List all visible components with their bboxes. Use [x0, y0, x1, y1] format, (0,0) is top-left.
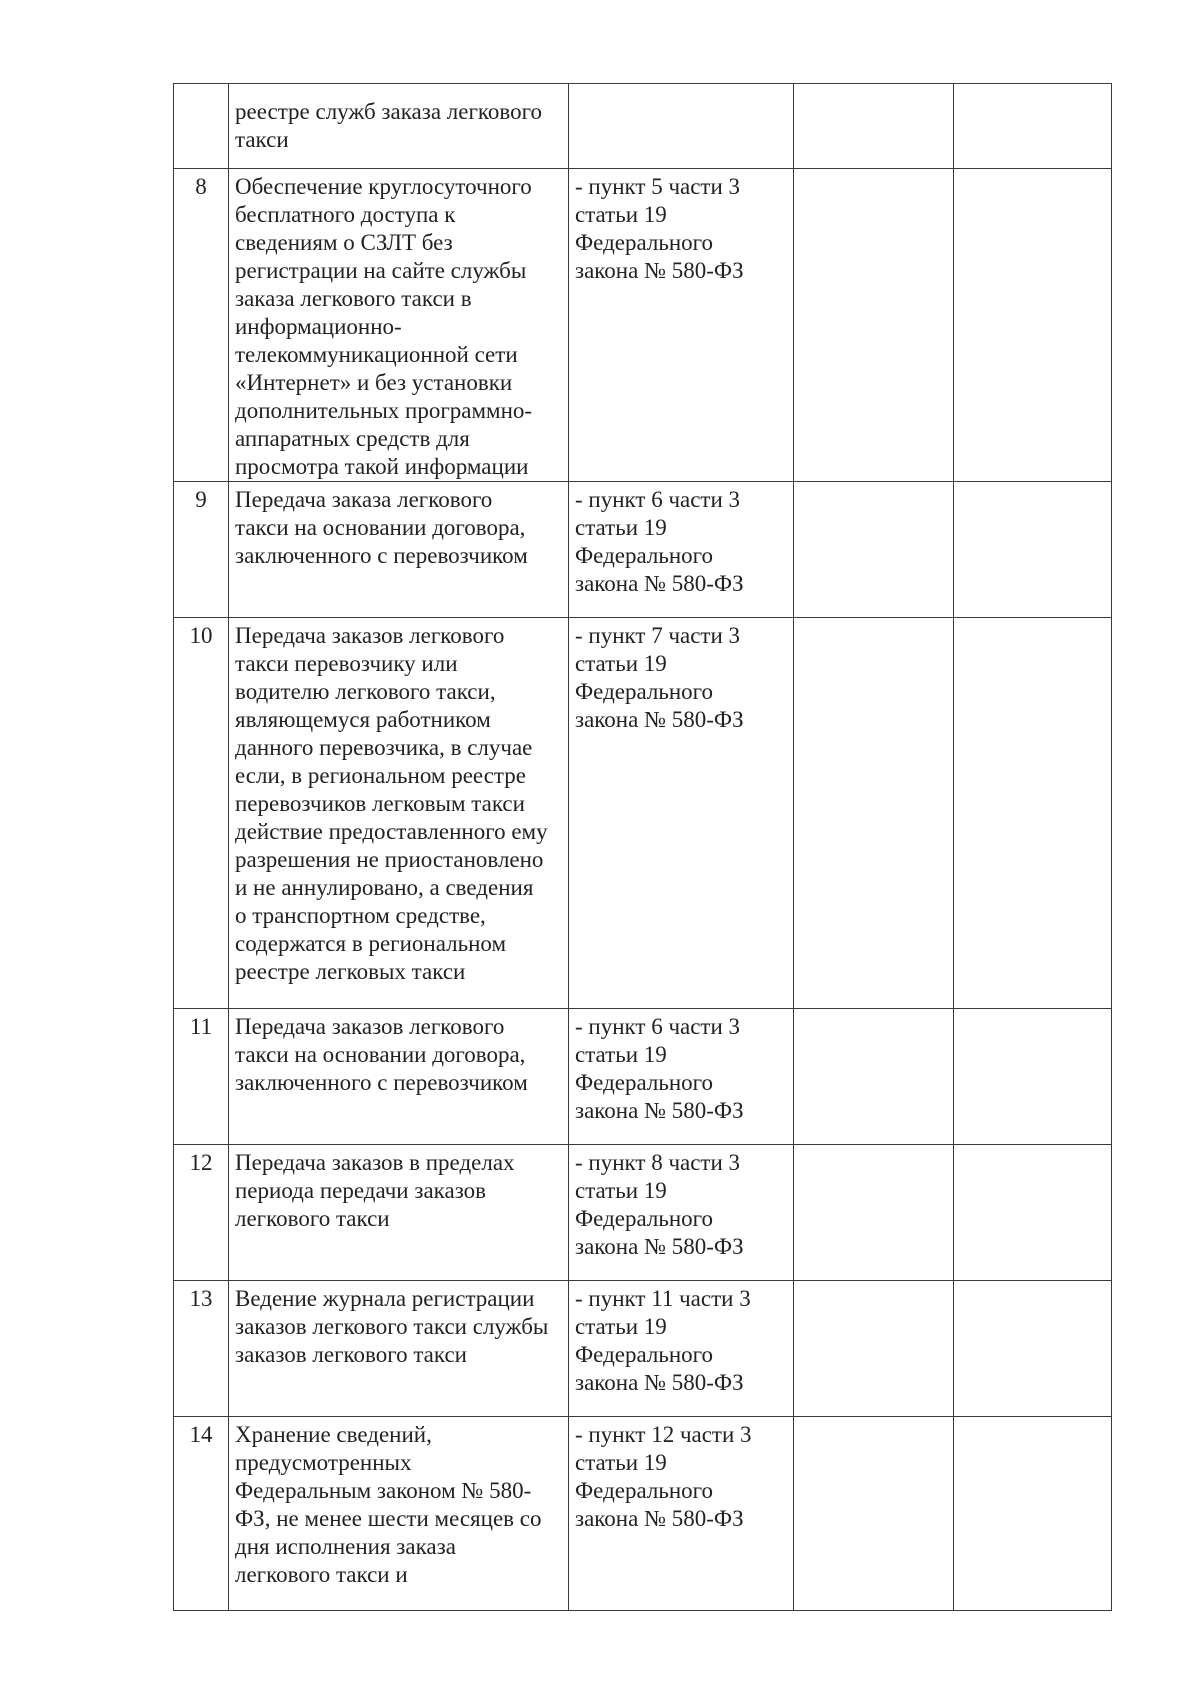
reference-line: - пункт 11 части 3 — [575, 1286, 751, 1311]
table-row — [174, 482, 1112, 618]
requirement-line: дополнительных программно- — [235, 398, 533, 423]
empty-cell — [794, 169, 954, 482]
requirement-line: такси — [235, 127, 289, 152]
row-number: 11 — [174, 1009, 229, 1145]
table-row — [174, 1417, 1112, 1611]
table-row — [174, 1145, 1112, 1281]
requirement-line: дня исполнения заказа — [235, 1534, 456, 1559]
reference-line: закона № 580-ФЗ — [575, 1506, 744, 1531]
requirement-line: заказов легкового такси — [235, 1342, 467, 1367]
empty-cell — [794, 1281, 954, 1417]
requirement-line: ФЗ, не менее шести месяцев со — [235, 1506, 542, 1531]
requirement-line: содержатся в региональном — [235, 931, 507, 956]
reference-line: - пункт 8 части 3 — [575, 1150, 741, 1175]
requirement-line: легкового такси и — [235, 1562, 408, 1587]
empty-cell — [954, 1417, 1112, 1611]
requirement-line: такси перевозчику или — [235, 651, 458, 676]
requirement-cell — [229, 1417, 569, 1611]
reference-line: - пункт 6 части 3 — [575, 487, 741, 512]
requirement-line: бесплатного доступа к — [235, 202, 456, 227]
empty-cell — [794, 482, 954, 618]
requirement-line: телекоммуникационной сети — [235, 342, 518, 367]
requirement-cell — [229, 1281, 569, 1417]
table-row — [174, 84, 1112, 169]
requirement-line: заключенного с перевозчиком — [235, 1070, 528, 1095]
table-row — [174, 1009, 1112, 1145]
requirement-cell — [229, 84, 569, 169]
legal-reference-cell — [569, 1145, 794, 1281]
requirement-cell — [229, 1145, 569, 1281]
empty-cell — [954, 1145, 1112, 1281]
empty-cell — [954, 169, 1112, 482]
requirement-line: регистрации на сайте службы — [235, 258, 527, 283]
requirement-line: Федеральным законом № 580- — [235, 1478, 532, 1503]
reference-line: Федерального — [575, 543, 714, 568]
requirement-line: легкового такси — [235, 1206, 390, 1231]
empty-cell — [954, 1281, 1112, 1417]
reference-line: статьи 19 — [575, 1450, 667, 1475]
requirement-line: Передача заказов легкового — [235, 1014, 505, 1039]
requirement-line: такси на основании договора, — [235, 1042, 526, 1067]
table-body — [174, 84, 1112, 1611]
table-row — [174, 618, 1112, 1009]
requirement-line: Хранение сведений, — [235, 1422, 432, 1447]
legal-reference-cell — [569, 1009, 794, 1145]
requirement-line: Обеспечение круглосуточного — [235, 174, 532, 199]
reference-line: Федерального — [575, 230, 714, 255]
table-row — [174, 169, 1112, 482]
legal-reference-cell — [569, 1281, 794, 1417]
requirement-cell — [229, 482, 569, 618]
requirement-cell — [229, 169, 569, 482]
reference-line: закона № 580-ФЗ — [575, 571, 744, 596]
reference-line: статьи 19 — [575, 1178, 667, 1203]
reference-line: закона № 580-ФЗ — [575, 707, 744, 732]
reference-line: - пункт 6 части 3 — [575, 1014, 741, 1039]
requirement-line: о транспортном средстве, — [235, 903, 486, 928]
requirement-line: просмотра такой информации — [235, 454, 529, 479]
requirement-line: и не аннулировано, а сведения — [235, 875, 534, 900]
requirement-line: разрешения не приостановлено — [235, 847, 544, 872]
requirement-line: предусмотренных — [235, 1450, 412, 1475]
requirement-cell — [229, 618, 569, 1009]
requirement-line: такси на основании договора, — [235, 515, 526, 540]
empty-cell — [794, 618, 954, 1009]
reference-line: статьи 19 — [575, 1042, 667, 1067]
legal-reference-cell — [569, 482, 794, 618]
requirement-line: являющемуся работником — [235, 707, 491, 732]
reference-line: закона № 580-ФЗ — [575, 1370, 744, 1395]
requirement-line: информационно- — [235, 314, 402, 339]
reference-line: - пункт 12 части 3 — [575, 1422, 752, 1447]
reference-line: статьи 19 — [575, 1314, 667, 1339]
requirement-line: Передача заказов в пределах — [235, 1150, 515, 1175]
empty-cell — [794, 1009, 954, 1145]
row-number: 14 — [174, 1417, 229, 1611]
requirement-line: действие предоставленного ему — [235, 819, 548, 844]
reference-line: Федерального — [575, 1206, 714, 1231]
requirement-line: перевозчиков легковым такси — [235, 791, 525, 816]
reference-line: - пункт 5 части 3 — [575, 174, 741, 199]
reference-line: Федерального — [575, 1342, 714, 1367]
reference-line: Федерального — [575, 1070, 714, 1095]
requirement-line: сведениям о СЗЛТ без — [235, 230, 453, 255]
legal-reference-cell — [569, 84, 794, 169]
row-number: 8 — [174, 169, 229, 482]
legal-reference-cell — [569, 169, 794, 482]
requirement-line: водителю легкового такси, — [235, 679, 496, 704]
legal-reference-cell — [569, 1417, 794, 1611]
reference-line: закона № 580-ФЗ — [575, 1234, 744, 1259]
requirement-line: «Интернет» и без установки — [235, 370, 513, 395]
requirement-line: Ведение журнала регистрации — [235, 1286, 535, 1311]
reference-line: - пункт 7 части 3 — [575, 623, 741, 648]
requirement-line: заключенного с перевозчиком — [235, 543, 528, 568]
empty-cell — [954, 84, 1112, 169]
reference-line: закона № 580-ФЗ — [575, 258, 744, 283]
requirement-line: периода передачи заказов — [235, 1178, 487, 1203]
reference-line: статьи 19 — [575, 651, 667, 676]
reference-line: Федерального — [575, 679, 714, 704]
requirement-line: реестре служб заказа легкового — [235, 99, 542, 124]
row-number: 10 — [174, 618, 229, 1009]
empty-cell — [794, 84, 954, 169]
requirement-line: данного перевозчика, в случае — [235, 735, 533, 760]
reference-line: закона № 580-ФЗ — [575, 1098, 744, 1123]
empty-cell — [794, 1145, 954, 1281]
legal-reference-cell — [569, 618, 794, 1009]
empty-cell — [954, 618, 1112, 1009]
requirement-line: реестре легковых такси — [235, 959, 466, 984]
empty-cell — [794, 1417, 954, 1611]
requirement-cell — [229, 1009, 569, 1145]
requirements-table — [173, 83, 1112, 1611]
requirement-line: аппаратных средств для — [235, 426, 470, 451]
reference-line: статьи 19 — [575, 515, 667, 540]
row-number — [174, 84, 229, 169]
reference-line: статьи 19 — [575, 202, 667, 227]
requirement-line: если, в региональном реестре — [235, 763, 526, 788]
row-number: 12 — [174, 1145, 229, 1281]
empty-cell — [954, 482, 1112, 618]
empty-cell — [954, 1009, 1112, 1145]
requirement-line: заказов легкового такси службы — [235, 1314, 549, 1339]
row-number: 13 — [174, 1281, 229, 1417]
row-number: 9 — [174, 482, 229, 618]
requirement-line: Передача заказа легкового — [235, 487, 493, 512]
requirement-line: Передача заказов легкового — [235, 623, 505, 648]
requirement-line: заказа легкового такси в — [235, 286, 472, 311]
table-row — [174, 1281, 1112, 1417]
reference-line: Федерального — [575, 1478, 714, 1503]
